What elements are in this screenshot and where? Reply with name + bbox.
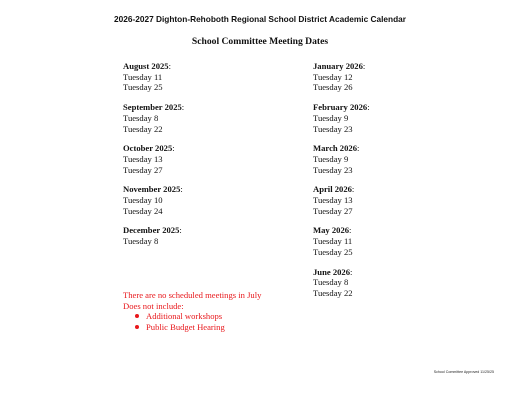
month-block bbox=[123, 102, 293, 134]
month-heading: February 2026: bbox=[313, 102, 370, 113]
meeting-date: Tuesday 26 bbox=[313, 82, 353, 93]
month-heading: April 2026: bbox=[313, 184, 355, 195]
meeting-date: Tuesday 22 bbox=[123, 123, 163, 134]
meeting-date: Tuesday 24 bbox=[123, 205, 163, 216]
month-heading: March 2026: bbox=[313, 143, 360, 154]
meeting-date: Tuesday 27 bbox=[123, 164, 163, 175]
exclusion-item bbox=[135, 311, 323, 322]
month-name: March 2026 bbox=[313, 143, 357, 154]
month-heading: October 2025: bbox=[123, 143, 175, 154]
exclusion-item bbox=[135, 322, 323, 333]
meeting-date: Tuesday 9 bbox=[313, 112, 349, 123]
meeting-date: Tuesday 27 bbox=[313, 205, 353, 216]
meeting-date: Tuesday 25 bbox=[123, 82, 163, 93]
month-block bbox=[313, 102, 483, 134]
meeting-date: Tuesday 13 bbox=[123, 153, 163, 164]
month-block bbox=[123, 143, 293, 175]
notes-section bbox=[123, 290, 323, 333]
section-title: School Committee Meeting Dates bbox=[191, 36, 329, 47]
month-heading: August 2025: bbox=[123, 61, 171, 71]
month-heading: November 2025: bbox=[123, 184, 183, 195]
right-month-column bbox=[313, 61, 483, 308]
meeting-date: Tuesday 8 bbox=[123, 236, 159, 247]
meeting-date: Tuesday 25 bbox=[313, 246, 353, 257]
month-name: September 2025 bbox=[123, 102, 182, 113]
meeting-date: Tuesday 13 bbox=[313, 195, 353, 206]
month-name: December 2025 bbox=[123, 225, 180, 236]
month-heading: June 2026: bbox=[313, 266, 353, 277]
meeting-date: Tuesday 8 bbox=[123, 112, 159, 123]
left-month-column bbox=[123, 61, 293, 256]
month-block bbox=[313, 225, 483, 257]
no-meetings-note: There are no scheduled meetings in July bbox=[123, 290, 262, 300]
month-name: April 2026 bbox=[313, 184, 352, 195]
bullet-icon bbox=[135, 314, 139, 318]
month-name: January 2026 bbox=[313, 61, 363, 71]
document-title: 2026-2027 Dighton-Rehoboth Regional School District Academic Calendar bbox=[114, 14, 406, 24]
month-heading: December 2025: bbox=[123, 225, 182, 236]
meeting-date: Tuesday 22 bbox=[313, 287, 353, 298]
month-block bbox=[313, 184, 483, 216]
month-heading: May 2026: bbox=[313, 225, 352, 236]
month-name: October 2025 bbox=[123, 143, 173, 154]
exclusion-label: Public Budget Hearing bbox=[146, 322, 225, 333]
month-block bbox=[123, 184, 293, 216]
month-heading: September 2025: bbox=[123, 102, 185, 113]
meeting-date: Tuesday 11 bbox=[313, 236, 353, 247]
month-heading: January 2026: bbox=[313, 61, 366, 71]
meeting-date: Tuesday 9 bbox=[313, 153, 349, 164]
approval-footer: School Committee Approved 11/25/25 bbox=[433, 370, 494, 374]
meeting-date: Tuesday 12 bbox=[313, 71, 353, 82]
month-block bbox=[123, 225, 293, 246]
month-block bbox=[313, 267, 483, 299]
does-not-include-label: Does not include: bbox=[123, 300, 184, 311]
meeting-date: Tuesday 10 bbox=[123, 195, 163, 206]
exclusions-list bbox=[123, 311, 323, 333]
bullet-icon bbox=[135, 325, 139, 329]
month-name: August 2025 bbox=[123, 61, 169, 71]
exclusion-label: Additional workshops bbox=[146, 311, 223, 322]
month-block bbox=[123, 61, 293, 93]
month-name: November 2025 bbox=[123, 184, 181, 195]
month-block bbox=[313, 143, 483, 175]
month-block bbox=[313, 61, 483, 93]
month-name: June 2026 bbox=[313, 266, 351, 277]
meeting-date: Tuesday 8 bbox=[313, 277, 349, 288]
month-name: May 2026 bbox=[313, 225, 350, 236]
meeting-date: Tuesday 23 bbox=[313, 164, 353, 175]
meeting-date: Tuesday 23 bbox=[313, 123, 353, 134]
meeting-date: Tuesday 11 bbox=[123, 71, 163, 82]
month-name: February 2026 bbox=[313, 102, 368, 113]
